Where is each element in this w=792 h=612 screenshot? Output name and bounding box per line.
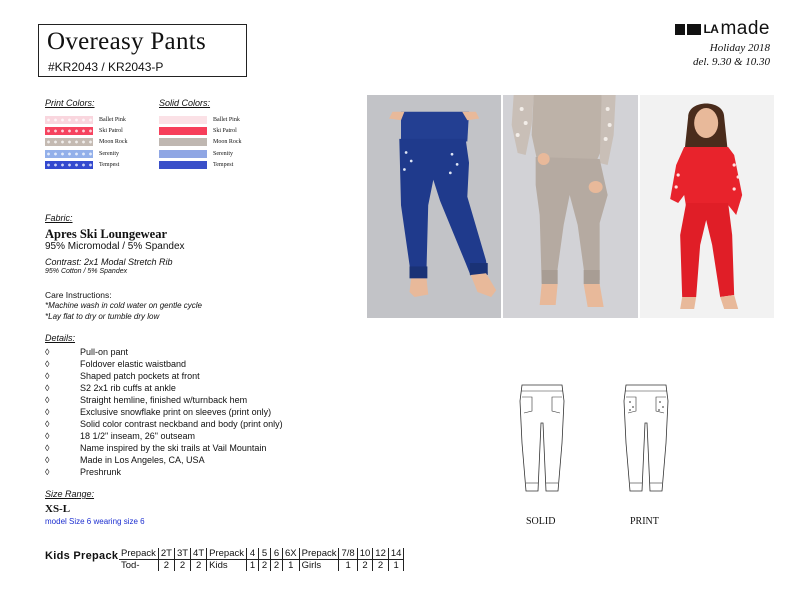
- solid-pants-flat-sketch: [518, 383, 566, 503]
- prepack-size: 7/8: [339, 548, 357, 560]
- detail-item: [45, 442, 283, 454]
- navy-pants-model-illustration: [367, 95, 501, 318]
- print-color-row: [45, 148, 128, 159]
- prepack-qty: 2: [271, 560, 283, 572]
- fabric-heading: Fabric:: [45, 213, 73, 223]
- prepack-group-name: Kids: [207, 560, 247, 572]
- page-title: Overeasy Pants: [47, 28, 207, 55]
- prepack-size: 6X: [283, 548, 300, 560]
- prepack-size: 12: [373, 548, 389, 560]
- solid-color-label: Ski Patrol: [213, 128, 237, 135]
- detail-item: [45, 418, 283, 430]
- detail-text: Name inspired by the ski trails at Vail Mountain: [80, 443, 267, 453]
- model-photos: [367, 95, 774, 318]
- prepack-size: 6: [271, 548, 283, 560]
- prepack-group-header: Prepack: [207, 548, 247, 560]
- solid-color-swatch: [159, 127, 207, 135]
- solid-color-row: [159, 114, 242, 125]
- care-heading: Care Instructions:: [45, 290, 112, 300]
- fabric-name: Apres Ski Loungewear: [45, 227, 168, 241]
- prepack-sizes-row: [119, 548, 404, 560]
- prepack-qty: 2: [158, 560, 174, 572]
- print-color-row: [45, 160, 128, 171]
- print-color-label: Tempest: [99, 162, 120, 169]
- print-colors-heading: Print Colors:: [45, 98, 95, 108]
- prepack-size: 4: [247, 548, 259, 560]
- print-color-swatch: [45, 116, 93, 124]
- solid-color-swatch: [159, 138, 207, 146]
- solid-color-label: Tempest: [213, 162, 234, 169]
- prepack-size: 3T: [174, 548, 190, 560]
- solid-color-swatch: [159, 116, 207, 124]
- detail-item: [45, 382, 283, 394]
- prepack-qty: 2: [373, 560, 389, 572]
- delivery-dates: del. 9.30 & 10.30: [693, 56, 770, 68]
- diamond-bullet-icon: ◊: [45, 431, 50, 441]
- prepack-group-header: Prepack: [119, 548, 158, 560]
- prepack-group-header: Prepack: [299, 548, 339, 560]
- detail-item: [45, 346, 283, 358]
- size-range-heading: Size Range:: [45, 489, 95, 499]
- detail-text: Pull-on pant: [80, 347, 129, 357]
- solid-color-label: Moon Rock: [213, 139, 242, 146]
- solid-colors-heading: Solid Colors:: [159, 98, 211, 108]
- diamond-bullet-icon: ◊: [45, 467, 50, 477]
- detail-text: Exclusive snowflake print on sleeves (print only): [80, 407, 272, 417]
- brand-logo: [675, 18, 770, 40]
- detail-item: [45, 454, 283, 466]
- detail-text: 18 1/2" inseam, 26" outseam: [80, 431, 195, 441]
- print-color-swatch: [45, 150, 93, 158]
- prepack-qty: 2: [259, 560, 271, 572]
- print-color-swatch: [45, 161, 93, 169]
- print-color-row: [45, 114, 128, 125]
- prepack-qty: 1: [388, 560, 404, 572]
- detail-item: [45, 394, 283, 406]
- diamond-bullet-icon: ◊: [45, 419, 50, 429]
- prepack-qty: 1: [339, 560, 357, 572]
- prepack-qty: 2: [174, 560, 190, 572]
- prepack-size: 2T: [158, 548, 174, 560]
- fabric-contrast: Contrast: 2x1 Modal Stretch Rib: [45, 257, 173, 267]
- print-color-list: [45, 114, 128, 171]
- solid-color-label: Ballet Pink: [213, 116, 240, 123]
- prepack-size: 5: [259, 548, 271, 560]
- photo-red-outfit: [640, 95, 774, 318]
- prepack-group-name: Tod-: [119, 560, 158, 572]
- print-color-swatch: [45, 127, 93, 135]
- print-color-label: Serenity: [99, 150, 119, 157]
- prepack-size: 10: [357, 548, 373, 560]
- solid-color-swatch: [159, 161, 207, 169]
- title-box: [38, 24, 247, 77]
- solid-color-list: [159, 114, 242, 171]
- model-note: model Size 6 wearing size 6: [45, 517, 145, 526]
- detail-text: Foldover elastic waistband: [80, 359, 187, 369]
- details-list: [45, 346, 283, 478]
- print-color-row: [45, 137, 128, 148]
- print-color-label: Moon Rock: [99, 139, 128, 146]
- detail-text: Shaped patch pockets at front: [80, 371, 200, 381]
- prepack-group-name: Girls: [299, 560, 339, 572]
- solid-color-row: [159, 160, 242, 171]
- diamond-bullet-icon: ◊: [45, 347, 50, 357]
- print-color-row: [45, 125, 128, 136]
- taupe-pants-model-illustration: [503, 95, 637, 318]
- detail-text: Solid color contrast neckband and body (print only): [80, 419, 283, 429]
- prepack-qty: 2: [191, 560, 207, 572]
- brand-la: LA: [703, 22, 719, 36]
- prepack-size: 14: [388, 548, 404, 560]
- detail-item: [45, 370, 283, 382]
- detail-item: [45, 406, 283, 418]
- brand-made: made: [720, 18, 770, 39]
- season-info: [693, 41, 770, 69]
- detail-item: [45, 466, 283, 478]
- print-pants-flat-sketch: [622, 383, 670, 503]
- prepack-qty: 1: [283, 560, 300, 572]
- prepack-table: [119, 548, 404, 571]
- prepack-label: Kids Prepack: [45, 550, 119, 562]
- solid-color-row: [159, 148, 242, 159]
- detail-item: [45, 430, 283, 442]
- diamond-bullet-icon: ◊: [45, 359, 50, 369]
- la-made-logo-icon: [675, 24, 701, 35]
- season-label: Holiday 2018: [709, 42, 770, 54]
- print-color-label: Ballet Pink: [99, 116, 126, 123]
- detail-text: Made in Los Angeles, CA, USA: [80, 455, 205, 465]
- style-numbers: #KR2043 / KR2043-P: [48, 60, 164, 74]
- prepack-qty-row: [119, 560, 404, 572]
- detail-text: Straight hemline, finished w/turnback hem: [80, 395, 248, 405]
- size-range-value: XS-L: [45, 503, 71, 515]
- solid-flat-label: SOLID: [526, 516, 556, 527]
- solid-color-swatch: [159, 150, 207, 158]
- diamond-bullet-icon: ◊: [45, 443, 50, 453]
- details-heading: Details:: [45, 333, 76, 343]
- diamond-bullet-icon: ◊: [45, 455, 50, 465]
- red-outfit-model-illustration: [640, 95, 774, 318]
- fabric-content: 95% Micromodal / 5% Spandex: [45, 241, 185, 252]
- care-line-2: *Lay flat to dry or tumble dry low: [45, 312, 160, 321]
- print-flat-label: PRINT: [630, 516, 659, 527]
- prepack-size: 4T: [191, 548, 207, 560]
- detail-text: S2 2x1 rib cuffs at ankle: [80, 383, 176, 393]
- photo-navy-pants: [367, 95, 501, 318]
- diamond-bullet-icon: ◊: [45, 395, 50, 405]
- prepack-qty: 1: [247, 560, 259, 572]
- solid-color-label: Serenity: [213, 150, 233, 157]
- solid-color-row: [159, 137, 242, 148]
- print-color-label: Ski Patrol: [99, 128, 123, 135]
- detail-text: Preshrunk: [80, 467, 122, 477]
- diamond-bullet-icon: ◊: [45, 371, 50, 381]
- solid-color-row: [159, 125, 242, 136]
- detail-item: [45, 358, 283, 370]
- care-line-1: *Machine wash in cold water on gentle cycle: [45, 301, 202, 310]
- photo-taupe-pants: [503, 95, 637, 318]
- diamond-bullet-icon: ◊: [45, 383, 50, 393]
- diamond-bullet-icon: ◊: [45, 407, 50, 417]
- print-color-swatch: [45, 138, 93, 146]
- prepack-qty: 2: [357, 560, 373, 572]
- fabric-contrast-content: 95% Cotton / 5% Spandex: [45, 268, 128, 275]
